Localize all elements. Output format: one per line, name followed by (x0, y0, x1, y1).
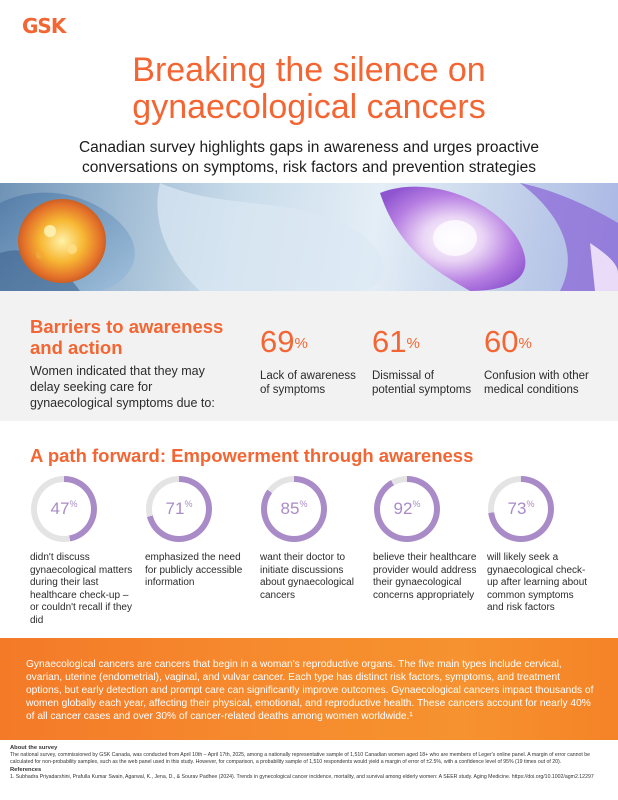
awareness-stat-item (373, 476, 477, 602)
percent-ring (374, 476, 440, 542)
barriers-section (0, 291, 618, 421)
awareness-stat-label: will likely seek a gynaecological check-up after learning about common symptoms and risk factors (487, 552, 588, 613)
references-heading: References (10, 767, 42, 774)
page-title (0, 52, 618, 126)
title-line-2: gynaecological cancers (132, 88, 486, 126)
percent-value: 71% (165, 499, 193, 518)
percent-value: 92% (393, 499, 421, 518)
subtitle-line-1: Canadian survey highlights gaps in awareness and urges proactive (78, 139, 540, 156)
barrier-stat-value: 60% (484, 324, 532, 359)
percent-value: 85% (280, 499, 308, 518)
barrier-stat-awareness (260, 325, 356, 397)
awareness-stat-label: emphasized the need for publicly accessible information (145, 552, 243, 588)
awareness-stat-label: didn't discuss gynaecological matters during their last healthcare check-up – or couldn't recall if they did (30, 552, 133, 626)
title-line-1: Breaking the silence on (132, 51, 486, 89)
footer (10, 745, 610, 781)
info-band (0, 638, 618, 740)
barrier-stat-dismissal (372, 325, 471, 397)
info-text: Gynaecological cancers are cancers that begin in a woman's reproductive organs. The five main types include cervical, ovarian, uterine (endometrial), vaginal, and vulvar cancer. Each type has distinct risk factors, symptoms, and treatment options, but early detection and prompt care can significantly improve outcomes. Gynaecological cancers impact thousands of women globally each year, affecting their physical, emotional, and reproductive health. These cancers account for nearly 40% of all cancer cases and over 30% of cancer-related deaths among women worldwide.¹ (26, 659, 594, 722)
percent-ring (488, 476, 554, 542)
barrier-stat-label: Dismissal of potential symptoms (372, 370, 472, 396)
awareness-stat-item (487, 476, 591, 615)
path-forward-title: A path forward: Empowerment through awareness (30, 445, 474, 466)
hero-illustration (0, 183, 618, 291)
percent-ring (146, 476, 212, 542)
barrier-stat-confusion (484, 325, 589, 397)
awareness-stat-item (145, 476, 249, 590)
barrier-stat-label: Lack of awareness of symptoms (260, 370, 356, 396)
barriers-title (30, 316, 240, 358)
percent-value: 73% (507, 499, 535, 518)
subtitle-line-2: conversations on symptoms, risk factors and prevention strategies (81, 159, 536, 176)
barriers-title-line-2: and action (30, 337, 123, 358)
awareness-stat-item (260, 476, 364, 602)
survey-heading: About the survey (10, 745, 58, 751)
awareness-stat-label: want their doctor to initiate discussions about gynaecological cancers (260, 552, 354, 601)
percent-ring (31, 476, 97, 542)
gsk-logo: GSK (22, 14, 66, 38)
hero-artwork (0, 183, 618, 291)
barriers-title-line-1: Barriers to awareness (30, 316, 224, 337)
barrier-stat-value: 61% (372, 324, 420, 359)
percent-value: 47% (50, 499, 78, 518)
percent-ring (261, 476, 327, 542)
references-text: 1. Subhadra Priyadarshini, Prafulla Kumar Swain, Agarwal, K., Jena, D., & Sourav Padhee (2024). Trends in gynecological cancer incidence, mortality, and survival among elderly women: A SEER study. Aging Medicine. https://doi.org/10.1002/agm2.12297 (10, 774, 594, 781)
barriers-description: Women indicated that they may delay seeking care for gynaecological symptoms due to: (30, 364, 215, 410)
survey-text: The national survey, commissioned by GSK Canada, was conducted from April 10th – April 17th, 2025, among a nationally representative sample of 1,510 Canadian women aged 18+ who are members of Leger's online panel. A margin of error cannot be calculated for non-probability samples, such as the web panel used in this study. However, for comparison, a probability sample of 1,510 respondents would yield a margin of error of ±2.5%, with a confidence level of 95% (19 times out of 20). (10, 751, 591, 765)
page-subtitle (40, 138, 578, 178)
barrier-stat-label: Confusion with other medical conditions (484, 370, 589, 396)
barrier-stat-value: 69% (260, 324, 308, 359)
awareness-stat-label: believe their healthcare provider would address their gynaecological concerns appropriately (373, 552, 477, 601)
awareness-stat-item (30, 476, 134, 627)
